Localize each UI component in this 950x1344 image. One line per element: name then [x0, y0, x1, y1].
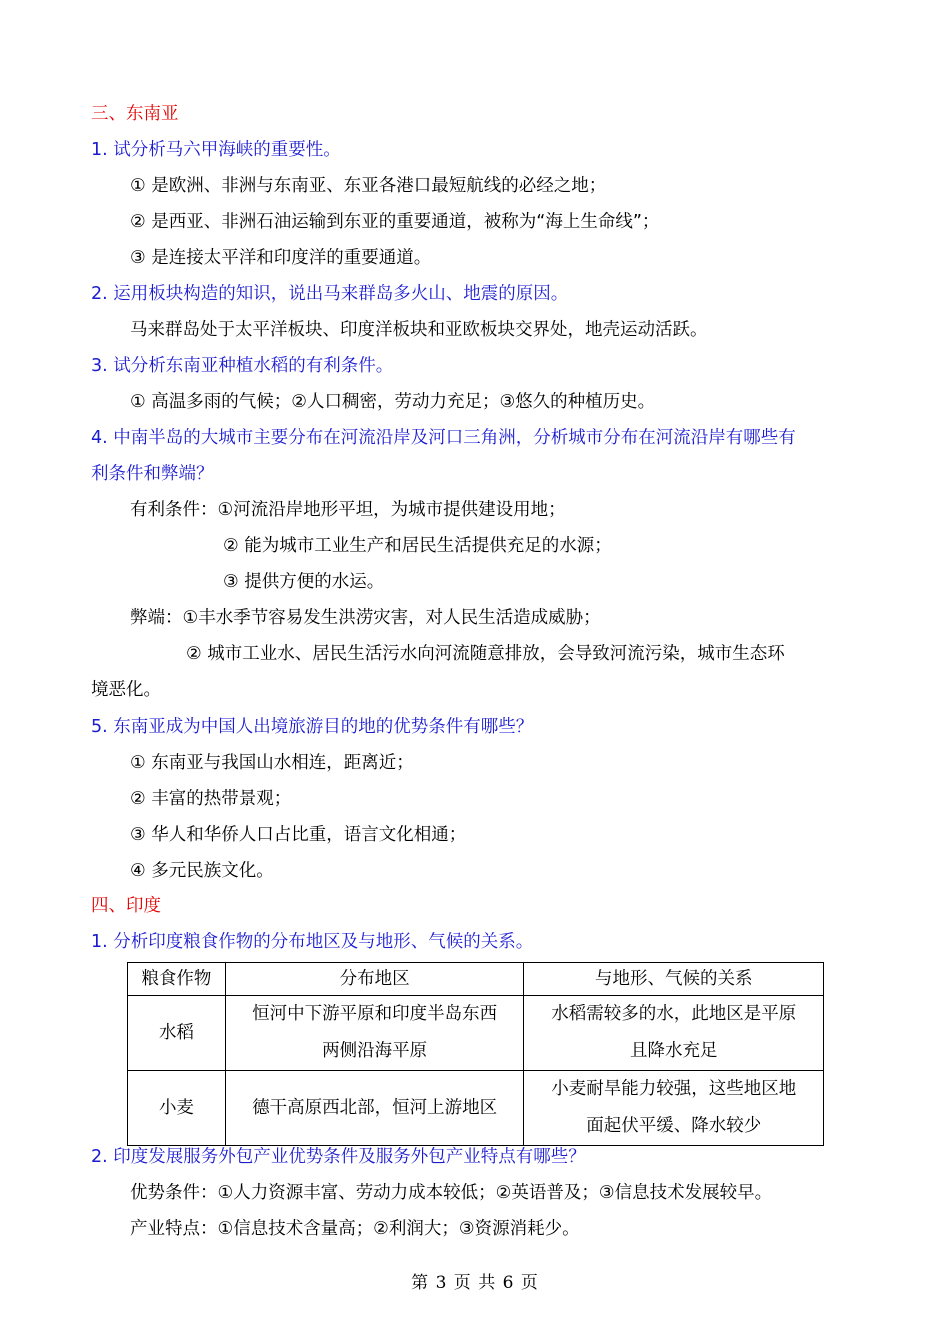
table-cell-relation — [524, 996, 824, 1071]
question-4-cont: 利条件和弊端？ — [91, 464, 214, 484]
cell-line: 且降水充足 — [629, 1041, 718, 1061]
table-row — [128, 1071, 824, 1146]
answer-line: ② 是西亚、非洲石油运输到东亚的重要通道，被称为“海上生命线”； — [130, 212, 660, 232]
table-cell-region — [225, 1071, 524, 1146]
question-2: 2. 运用板块构造的知识，说出马来群岛多火山、地震的原因。 — [91, 284, 569, 304]
table-cell-crop: 水稻 — [128, 996, 226, 1071]
table-row — [128, 996, 824, 1071]
answer-line: ③ 提供方便的水运。 — [223, 572, 385, 592]
cell-line: 恒河中下游平原和印度半岛东西 — [252, 1004, 498, 1024]
answer-line: 境恶化。 — [91, 680, 161, 700]
question-india-1: 1. 分析印度粮食作物的分布地区及与地形、气候的关系。 — [91, 932, 534, 952]
table-header-cell: 与地形、气候的关系 — [524, 963, 824, 996]
answer-line: ② 城市工业水、居民生活污水向河流随意排放，会导致河流污染，城市生态环 — [186, 644, 785, 664]
answer-line: 产业特点：①信息技术含量高；②利润大；③资源消耗少。 — [130, 1219, 580, 1239]
table-cell-relation — [524, 1071, 824, 1146]
table-cell-crop: 小麦 — [128, 1071, 226, 1146]
table-cell-region — [225, 996, 524, 1071]
question-1: 1. 试分析马六甲海峡的重要性。 — [91, 140, 341, 160]
question-4: 4. 中南半岛的大城市主要分布在河流沿岸及河口三角洲，分析城市分布在河流沿岸有哪些有 — [91, 428, 796, 448]
grain-crops-table — [127, 962, 824, 1146]
question-3: 3. 试分析东南亚种植水稻的有利条件。 — [91, 356, 394, 376]
answer-line: ① 东南亚与我国山水相连，距离近； — [130, 753, 414, 773]
answer-line: ① 是欧洲、非洲与东南亚、东亚各港口最短航线的必经之地； — [130, 176, 607, 196]
cell-line: 小麦耐旱能力较强，这些地区地 — [551, 1079, 797, 1099]
question-india-2: 2. 印度发展服务外包产业优势条件及服务外包产业特点有哪些？ — [91, 1147, 586, 1167]
question-5: 5. 东南亚成为中国人出境旅游目的地的优势条件有哪些？ — [91, 717, 534, 737]
cell-line: 德干高原西北部，恒河上游地区 — [252, 1097, 498, 1118]
answer-line: 弊端：①丰水季节容易发生洪涝灾害，对人民生活造成威胁； — [130, 608, 601, 628]
cell-line: 水稻需较多的水，此地区是平原 — [551, 1004, 797, 1024]
section-heading-southeast-asia: 三、东南亚 — [91, 104, 179, 124]
answer-line: ② 丰富的热带景观； — [130, 789, 292, 809]
answer-line: ④ 多元民族文化。 — [130, 861, 274, 881]
table-header-cell: 分布地区 — [225, 963, 524, 996]
cell-line: 面起伏平缓、降水较少 — [586, 1116, 762, 1136]
answer-line: ② 能为城市工业生产和居民生活提供充足的水源； — [223, 536, 612, 556]
answer-line: 马来群岛处于太平洋板块、印度洋板块和亚欧板块交界处，地壳运动活跃。 — [130, 320, 708, 340]
table-header-cell: 粮食作物 — [128, 963, 226, 996]
answer-line: ① 高温多雨的气候；②人口稠密，劳动力充足；③悠久的种植历史。 — [130, 392, 656, 412]
section-heading-india: 四、印度 — [91, 896, 161, 916]
table-header-row — [128, 963, 824, 996]
answer-line: ③ 是连接太平洋和印度洋的重要通道。 — [130, 248, 432, 268]
page-number-footer: 第 3 页 共 6 页 — [411, 1273, 539, 1293]
answer-line: ③ 华人和华侨人口占比重，语言文化相通； — [130, 825, 467, 845]
cell-line: 两侧沿海平原 — [322, 1041, 428, 1061]
answer-line: 优势条件：①人力资源丰富、劳动力成本较低；②英语普及；③信息技术发展较早。 — [130, 1183, 773, 1203]
answer-line: 有利条件：①河流沿岸地形平坦，为城市提供建设用地； — [130, 500, 566, 520]
